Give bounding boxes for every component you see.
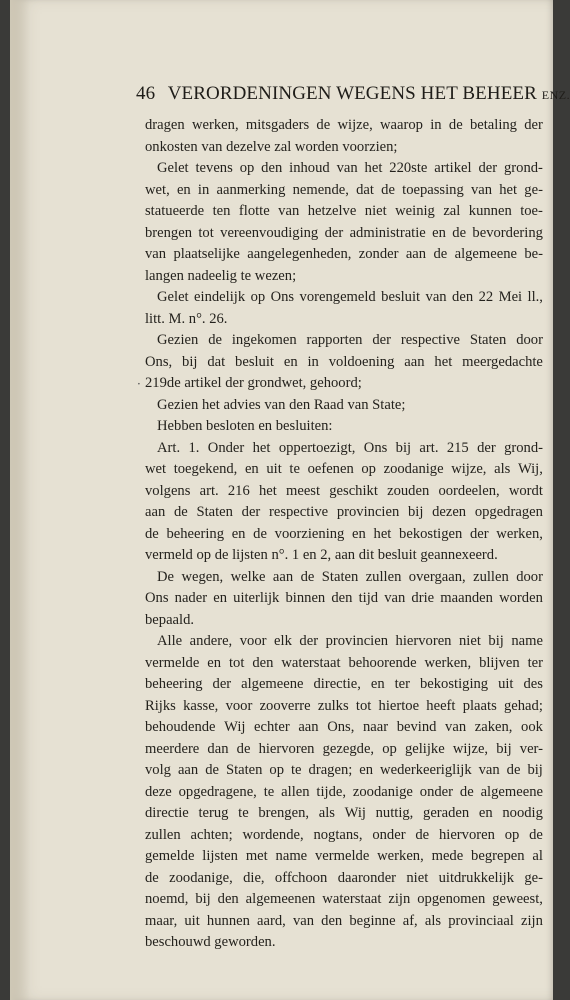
text-line: volg aan de Staten op te dragen; en wederkeeriglijk van de bij — [145, 762, 543, 778]
text-line: maar, uit hunnen aard, van den beginne af, als provinciaal zijn — [145, 912, 543, 929]
text-line: zullen achten; wordende, nogtans, onder de hiervoren op de — [145, 826, 543, 843]
text-line: onkosten van dezelve zal worden voorzien; — [145, 138, 398, 155]
text-line: brengen tot vereenvoudiging der administratie en de bevordering — [145, 224, 543, 241]
body-text — [145, 115, 543, 954]
text-line: wet, en in aanmerking nemende, dat de toepassing van het ge- — [145, 181, 543, 198]
text-line: bepaald. — [145, 611, 195, 628]
text-line: de beheering en de voorziening en het bekostigen der werken, — [145, 525, 543, 542]
text-line: vermelde en tot den waterstaat behoorende werken, blijven ter — [145, 654, 543, 671]
text-line: Gelet tevens op den inhoud van het 220ste artikel der grond- — [157, 160, 543, 176]
text-line: meerdere dan de hiervoren gezegde, op gelijke wijze, bij ver- — [145, 740, 543, 757]
text-line: Ons nader en uiterlijk binnen den tijd van drie maanden worden — [145, 590, 543, 606]
text-line: De wegen, welke aan de Staten zullen overgaan, zullen door — [157, 568, 543, 585]
margin-mark: · — [137, 377, 141, 391]
text-line: Gezien de ingekomen rapporten der respective Staten door — [157, 332, 543, 348]
text-line: Gezien het advies van den Raad van State; — [157, 396, 406, 413]
running-title: VERORDENINGEN WEGENS HET BEHEER — [167, 83, 537, 104]
text-line: Gelet eindelijk op Ons vorengemeld besluit van den 22 Mei ll., — [157, 289, 543, 305]
text-line: Alle andere, voor elk der provincien hiervoren niet bij name — [157, 633, 543, 649]
page-gutter-shadow — [10, 0, 30, 1000]
text-line: gemelde lijsten met name vermelde werken, mede begrepen al — [145, 848, 543, 864]
text-line: 219de artikel der grondwet, gehoord; — [145, 375, 362, 391]
book-page — [10, 0, 570, 1000]
text-line: directie terug te brengen, als Wij nuttig, geraden en noodig — [145, 805, 543, 821]
text-line: behoudende Wij echter aan Ons, naar bevind van zaken, ook — [145, 719, 543, 735]
text-line: aan de Staten der respective provincien bij dezen opgedragen — [145, 504, 543, 520]
running-header — [136, 83, 570, 105]
page-number: 46 — [136, 83, 156, 104]
text-line: de zoodanige, die, offchoon daaronder niet uitdrukkelijk ge- — [145, 869, 543, 886]
text-line: beschouwd geworden. — [145, 934, 276, 950]
text-line: Rijks kasse, voor zooverre zulks tot hiertoe heeft plaats gehad; — [145, 697, 543, 714]
text-line: deze opgedragene, te allen tijde, zoodanige onder de algemeene — [145, 783, 543, 800]
running-title-suffix: ENZ. — [541, 88, 570, 102]
text-line: Hebben besloten en besluiten: — [157, 418, 333, 434]
text-line: Ons, bij dat besluit en in voldoening aan het meergedachte — [145, 353, 543, 370]
text-line: statueerde ten flotte van hetzelve niet weinig zal kunnen toe- — [145, 203, 543, 219]
text-line: beheering der algemeene directie, en ter bekostiging uit des — [145, 676, 543, 692]
text-line: volgens art. 216 het meest geschikt zouden oordeelen, wordt — [145, 482, 543, 499]
text-line: Art. 1. Onder het oppertoezigt, Ons bij art. 215 der grond- — [157, 439, 543, 456]
text-line: wet toegekend, en uit te oefenen op zoodanige wijze, als Wij, — [145, 461, 543, 477]
text-line: noemd, bij den algemeenen waterstaat zijn opgenomen geweest, — [145, 891, 543, 907]
text-line: langen nadeelig te wezen; — [145, 267, 297, 284]
text-line: vermeld op de lijsten n°. 1 en 2, aan dit besluit geannexeerd. — [145, 547, 498, 563]
text-line: litt. M. n°. 26. — [145, 310, 228, 327]
text-line: van plaatselijke aangelegenheden, zonder aan de algemeene be- — [145, 246, 543, 262]
text-line: dragen werken, mitsgaders de wijze, waarop in de betaling der — [145, 117, 543, 133]
